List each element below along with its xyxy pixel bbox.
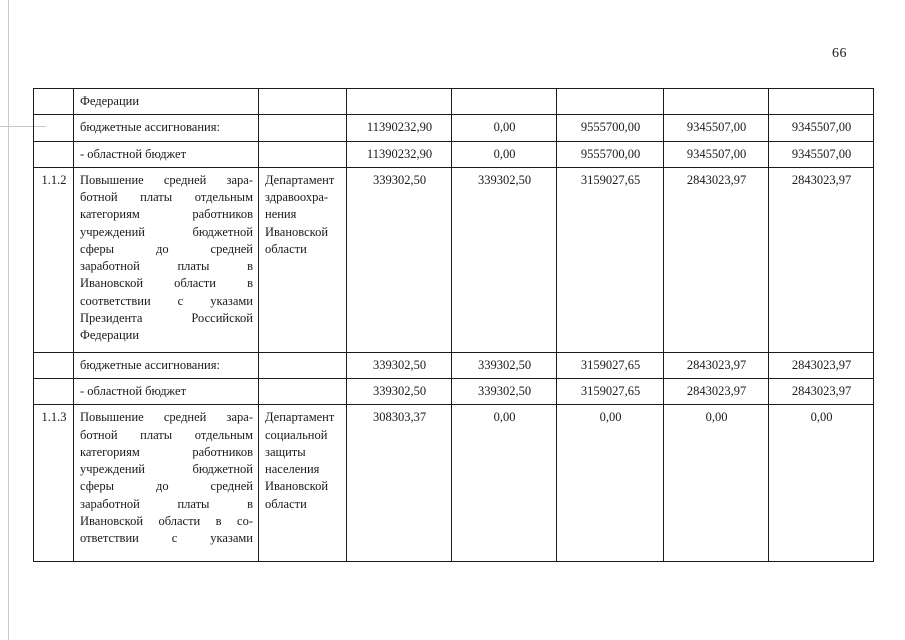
row-department bbox=[259, 89, 347, 115]
row-value-1: 11390232,90 bbox=[347, 115, 452, 141]
row-value-2 bbox=[452, 89, 557, 115]
row-value-3: 3159027,65 bbox=[557, 352, 664, 378]
row-value-5: 9345507,00 bbox=[769, 115, 874, 141]
row-number bbox=[34, 141, 74, 167]
table-row bbox=[34, 115, 874, 141]
row-name bbox=[74, 405, 259, 562]
row-name-line: Президента Российской bbox=[80, 310, 253, 325]
row-value-3: 3159027,65 bbox=[557, 379, 664, 405]
row-number: 1.1.2 bbox=[34, 167, 74, 352]
row-name-line: категориям работников bbox=[80, 207, 253, 222]
row-value-3: 9555700,00 bbox=[557, 141, 664, 167]
budget-table bbox=[33, 88, 874, 562]
row-department bbox=[259, 167, 347, 352]
row-name: - областной бюджет bbox=[74, 141, 259, 167]
row-value-3: 3159027,65 bbox=[557, 167, 664, 352]
row-value-3: 0,00 bbox=[557, 405, 664, 562]
row-value-1: 339302,50 bbox=[347, 352, 452, 378]
table-row bbox=[34, 167, 874, 352]
row-name-line: заработной платы в bbox=[80, 259, 253, 273]
row-value-5: 9345507,00 bbox=[769, 141, 874, 167]
row-value-5: 0,00 bbox=[769, 405, 874, 562]
row-department-line: здравоохра- bbox=[265, 190, 329, 204]
row-value-1: 308303,37 bbox=[347, 405, 452, 562]
table-row bbox=[34, 89, 874, 115]
row-name: - областной бюджет bbox=[74, 379, 259, 405]
row-value-4: 9345507,00 bbox=[664, 141, 769, 167]
row-name bbox=[74, 167, 259, 352]
row-name: бюджетные ассигнования: bbox=[74, 115, 259, 141]
row-value-3 bbox=[557, 89, 664, 115]
row-department-line: Ивановской bbox=[265, 224, 329, 239]
row-value-2: 339302,50 bbox=[452, 379, 557, 405]
table-row bbox=[34, 379, 874, 405]
row-value-2: 339302,50 bbox=[452, 352, 557, 378]
row-value-4: 2843023,97 bbox=[664, 379, 769, 405]
row-department-line: социальной bbox=[265, 427, 328, 442]
row-name-line: соответствии с указами bbox=[80, 293, 253, 308]
row-value-5: 2843023,97 bbox=[769, 352, 874, 378]
row-name-line: Повышение средней зара- bbox=[80, 172, 253, 187]
row-value-2: 339302,50 bbox=[452, 167, 557, 352]
row-department-line: области bbox=[265, 496, 307, 511]
row-name-line: сферы до средней bbox=[80, 241, 253, 256]
row-department bbox=[259, 352, 347, 378]
row-name-line: Федерации bbox=[80, 328, 140, 342]
row-name-line: ответствии с указами bbox=[80, 531, 253, 545]
row-name-line: учреждений бюджетной bbox=[80, 462, 253, 476]
row-value-4: 0,00 bbox=[664, 405, 769, 562]
row-name-line: сферы до средней bbox=[80, 479, 253, 494]
row-value-5 bbox=[769, 89, 874, 115]
row-department bbox=[259, 141, 347, 167]
row-value-1 bbox=[347, 89, 452, 115]
table-row bbox=[34, 141, 874, 167]
page-number: 66 bbox=[832, 46, 847, 61]
row-value-4: 9345507,00 bbox=[664, 115, 769, 141]
row-name-line: Повышение средней зара- bbox=[80, 410, 253, 425]
row-name: Федерации bbox=[74, 89, 259, 115]
row-department-line: Департамент bbox=[265, 410, 335, 425]
row-value-1: 339302,50 bbox=[347, 167, 452, 352]
row-name-line: ботной платы отдельным bbox=[80, 427, 253, 442]
row-value-2: 0,00 bbox=[452, 115, 557, 141]
table-row bbox=[34, 405, 874, 562]
row-name-line: ботной платы отдельным bbox=[80, 190, 253, 204]
row-value-4: 2843023,97 bbox=[664, 352, 769, 378]
row-department bbox=[259, 379, 347, 405]
row-value-2: 0,00 bbox=[452, 405, 557, 562]
row-number bbox=[34, 89, 74, 115]
row-department-line: населения bbox=[265, 462, 320, 476]
table-row bbox=[34, 352, 874, 378]
row-value-1: 339302,50 bbox=[347, 379, 452, 405]
row-name-line: учреждений бюджетной bbox=[80, 224, 253, 239]
scan-artifact-vertical-line bbox=[8, 0, 9, 640]
row-value-2: 0,00 bbox=[452, 141, 557, 167]
row-department bbox=[259, 115, 347, 141]
row-value-1: 11390232,90 bbox=[347, 141, 452, 167]
row-department-line: нения bbox=[265, 207, 297, 222]
row-value-5: 2843023,97 bbox=[769, 379, 874, 405]
row-department-line: Департамент bbox=[265, 172, 335, 187]
row-value-4: 2843023,97 bbox=[664, 167, 769, 352]
row-value-4 bbox=[664, 89, 769, 115]
row-value-5: 2843023,97 bbox=[769, 167, 874, 352]
row-number bbox=[34, 115, 74, 141]
row-name: бюджетные ассигнования: bbox=[74, 352, 259, 378]
row-name-line: категориям работников bbox=[80, 444, 253, 459]
row-number bbox=[34, 379, 74, 405]
row-department-line: Ивановской bbox=[265, 479, 329, 494]
row-name-line: Ивановской области в bbox=[80, 276, 253, 291]
row-name-line: заработной платы в bbox=[80, 496, 253, 511]
row-department bbox=[259, 405, 347, 562]
row-department-line: области bbox=[265, 241, 307, 256]
row-department-line: защиты bbox=[265, 444, 306, 459]
row-number bbox=[34, 352, 74, 378]
row-name-line: Ивановской области в со- bbox=[80, 513, 253, 528]
row-value-3: 9555700,00 bbox=[557, 115, 664, 141]
row-number: 1.1.3 bbox=[34, 405, 74, 562]
